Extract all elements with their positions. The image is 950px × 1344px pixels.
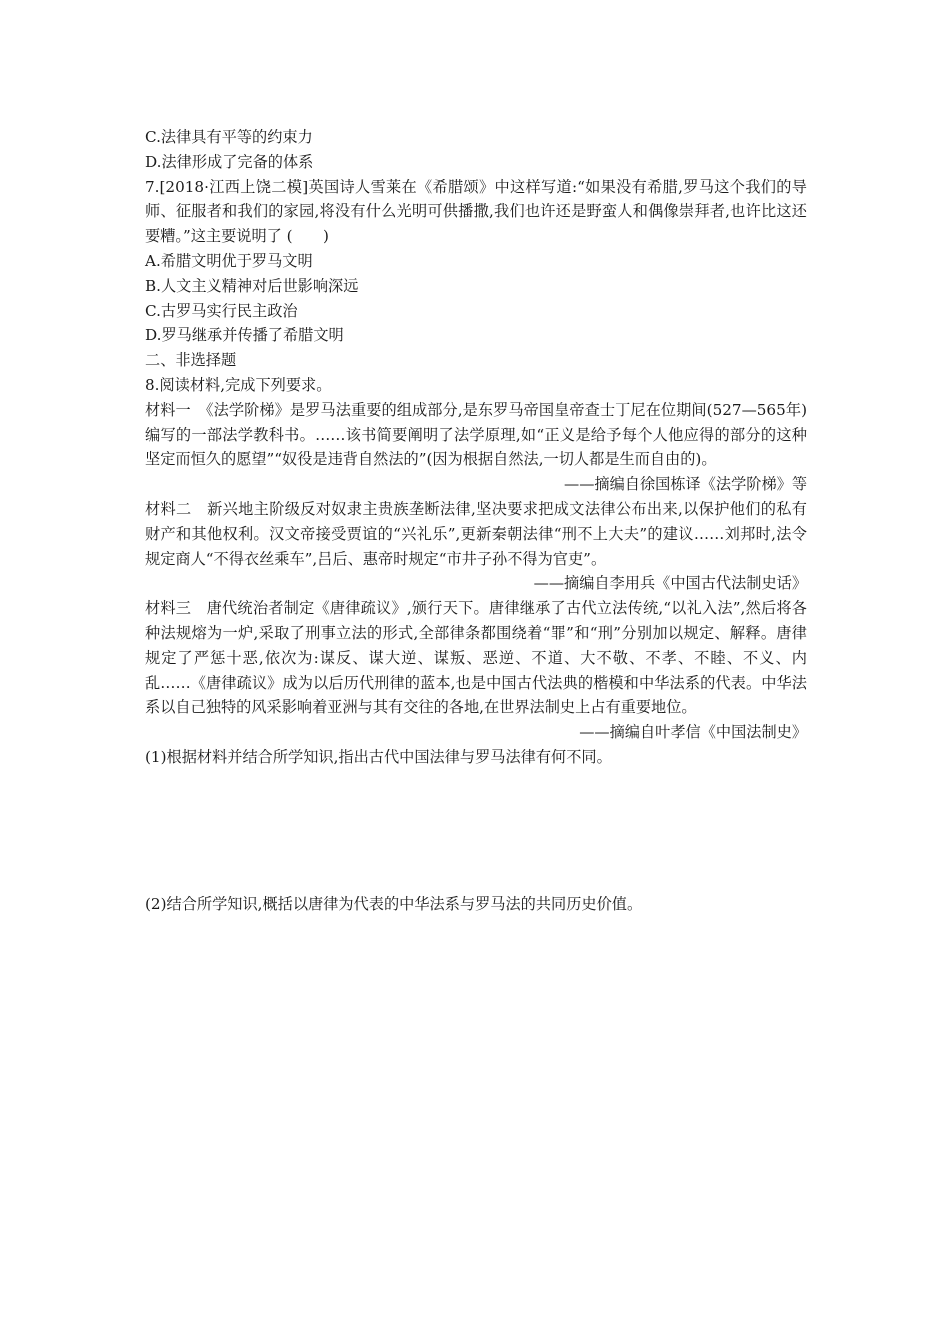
question-7-option-a: A.希腊文明优于罗马文明: [145, 251, 313, 270]
material-2-source: ——摘编自李用兵《中国古代法制史话》: [533, 574, 807, 593]
section-title: 二、非选择题: [145, 351, 237, 370]
question-7-option-b: B.人文主义精神对后世影响深远: [145, 276, 359, 295]
material-1-source: ——摘编自徐国栋译《法学阶梯》等: [564, 475, 807, 494]
option-c-prev: C.法律具有平等的约束力: [145, 128, 313, 146]
question-7-option-d: D.罗马继承并传播了希腊文明: [145, 326, 344, 345]
document-page: [145, 125, 807, 917]
sub-question-2: (2)结合所学知识,概括以唐律为代表的中华法系与罗马法的共同历史价值。: [145, 894, 643, 913]
material-3-source: ——摘编自叶孝信《中国法制史》: [579, 723, 807, 742]
sub-question-1: (1)根据材料并结合所学知识,指出古代中国法律与罗马法律有何不同。: [145, 747, 612, 766]
material-1-text: 材料一 《法学阶梯》是罗马法重要的组成部分,是东罗马帝国皇帝查士丁尼在位期间(527—565年)编写的一部法学教科书。……该书简要阐明了法学原理,如“正义是给予每个人他应得的部分的这种坚定而恒久的愿望”“奴役是违背自然法的”(因为根据自然法,一切人都是生而自由的)。: [145, 400, 807, 469]
option-d-prev: D.法律形成了完备的体系: [145, 152, 314, 171]
question-7-stem: 7.[2018·江西上饶二模]英国诗人雪莱在《希腊颂》中这样写道:“如果没有希腊,罗马这个我们的导师、征服者和我们的家园,将没有什么光明可供播撒,我们也许还是野蛮人和偶像崇拜者,也许比这还要糟。”这主要说明了 ( ): [145, 177, 807, 246]
question-7-option-c: C.古罗马实行民主政治: [145, 301, 298, 320]
question-8-intro: 8.阅读材料,完成下列要求。: [145, 375, 332, 394]
material-2-text: 材料二 新兴地主阶级反对奴隶主贵族垄断法律,坚决要求把成文法律公布出来,以保护他们的私有财产和其他权利。汉文帝接受贾谊的“兴礼乐”,更新秦朝法律“刑不上大夫”的建议……刘邦时,法令规定商人“不得衣丝乘车”,吕后、惠帝时规定“市井子孙不得为官吏”。: [145, 499, 807, 568]
material-3-text: 材料三 唐代统治者制定《唐律疏议》,颁行天下。唐律继承了古代立法传统,“以礼入法”,然后将各种法规熔为一炉,采取了刑事立法的形式,全部律条都围绕着“罪”和“刑”分别加以规定、解释。唐律规定了严惩十恶,依次为:谋反、谋大逆、谋叛、恶逆、不道、大不敬、不孝、不睦、不义、内乱……《唐律疏议》成为以后历代刑律的蓝本,也是中国古代法典的楷模和中华法系的代表。中华法系以自己独特的风采影响着亚洲与其有交往的各地,在世界法制史上占有重要地位。: [145, 599, 807, 717]
